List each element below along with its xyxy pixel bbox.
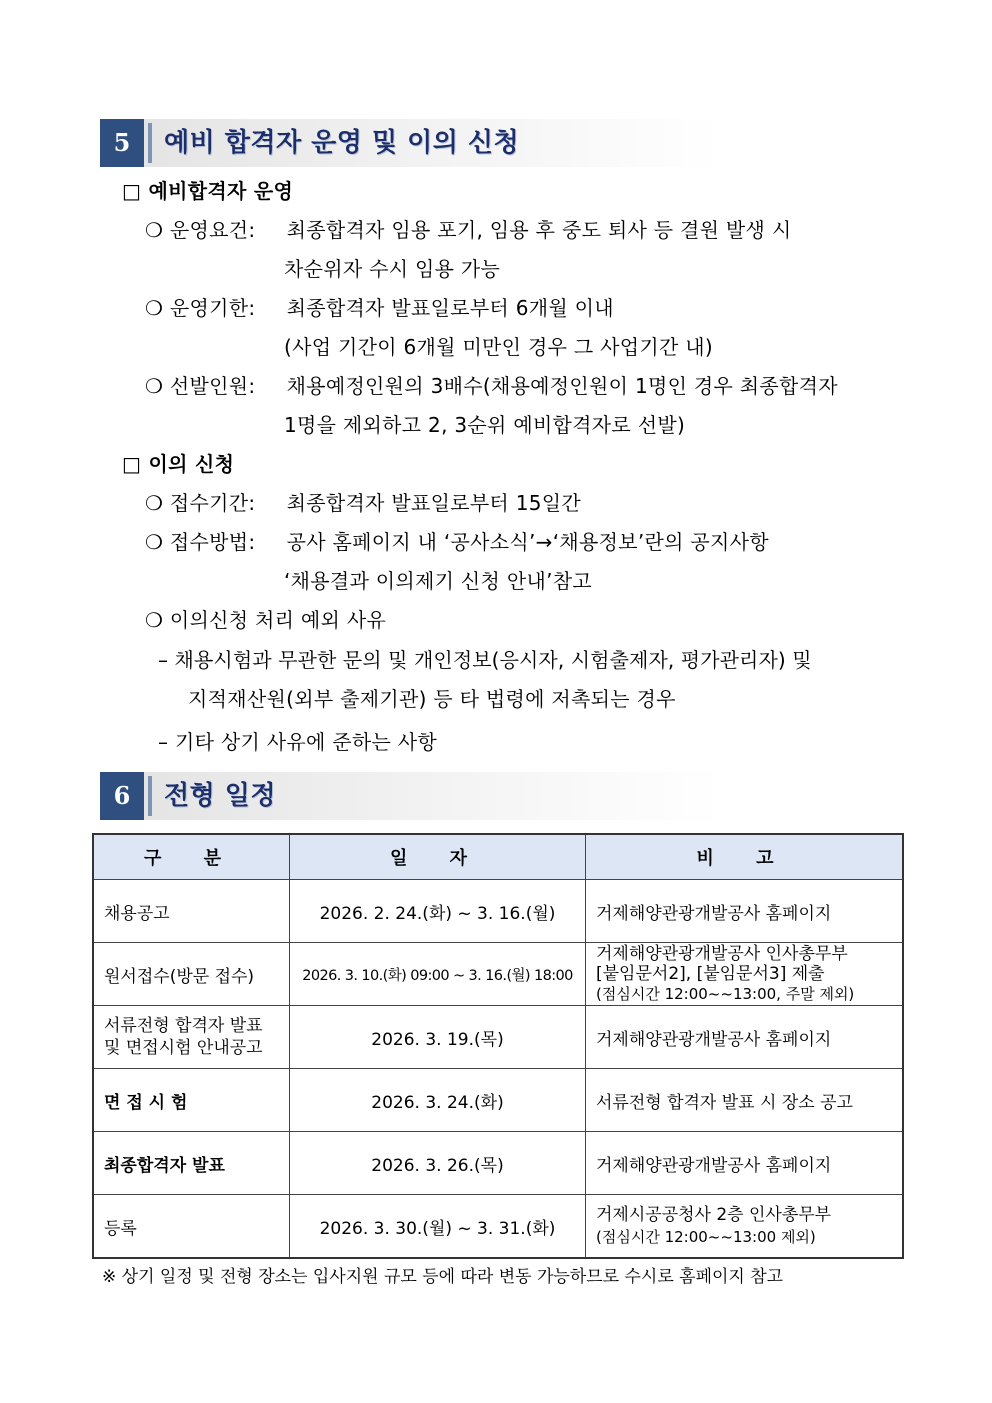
item-text: 최종합격자 발표일로부터 6개월 이내 — [286, 296, 614, 320]
table-row — [93, 880, 903, 943]
item-period — [145, 295, 614, 321]
item-reception-method — [145, 529, 769, 555]
item-label: 접수방법: — [169, 530, 256, 554]
bullet-icon: ❍ — [145, 218, 164, 242]
table-row — [93, 1006, 903, 1069]
dash-item-2: – 기타 상기 사유에 준하는 사항 — [158, 730, 438, 754]
cell-step: 최종합격자 발표 — [93, 1132, 290, 1195]
exception-title: ❍ 이의신청 처리 예외 사유 — [145, 608, 387, 632]
item-requirement — [145, 217, 791, 243]
table-row — [93, 943, 903, 1006]
cell-note — [586, 943, 904, 1006]
item-text: 채용예정인원의 3배수(채용예정인원이 1명인 경우 최종합격자 — [286, 374, 838, 398]
subhead-objection: □ 이의 신청 — [122, 452, 235, 476]
note-line: (점심시간 12:00~~13:00 제외) — [596, 1228, 816, 1246]
cell-note: 거제해양관광개발공사 홈페이지 — [586, 880, 904, 943]
cell-date: 2026. 3. 26.(목) — [290, 1132, 586, 1195]
item-continuation: 1명을 제외하고 2, 3순위 예비합격자로 선발) — [284, 413, 686, 437]
header-date: 일 자 — [290, 834, 586, 880]
dash-item-1: – 채용시험과 무관한 문의 및 개인정보(응시자, 시험출제자, 평가관리자) 및 — [158, 648, 812, 672]
bullet-icon: ❍ — [145, 374, 164, 398]
schedule-table — [92, 833, 904, 1259]
dash-item-1-cont: 지적재산원(외부 출제기관) 등 타 법령에 저촉되는 경우 — [188, 687, 676, 711]
cell-date: 2026. 3. 19.(목) — [290, 1006, 586, 1069]
item-text: 최종합격자 발표일로부터 15일간 — [286, 491, 582, 515]
table-header-row — [93, 834, 903, 880]
step-line: 서류전형 합격자 발표 — [104, 1016, 263, 1036]
cell-note — [586, 1195, 904, 1259]
item-text: 최종합격자 임용 포기, 임용 후 중도 퇴사 등 결원 발생 시 — [286, 218, 792, 242]
bullet-icon: ❍ — [145, 296, 164, 320]
item-label: 선발인원: — [169, 374, 256, 398]
note-line: (점심시간 12:00~~13:00, 주말 제외) — [596, 985, 855, 1003]
note-line: [붙임문서2], [붙임문서3] 제출 — [596, 964, 825, 984]
section5-number: 5 — [100, 119, 144, 167]
item-continuation: ‘채용결과 이의제기 신청 안내’참고 — [284, 569, 592, 593]
table-row — [93, 1132, 903, 1195]
bullet-icon: ❍ — [145, 491, 164, 515]
cell-step — [93, 1006, 290, 1069]
cell-date: 2026. 2. 24.(화) ~ 3. 16.(월) — [290, 880, 586, 943]
cell-step: 면 접 시 험 — [93, 1069, 290, 1132]
note-line: 거제시공공청사 2층 인사총무부 — [596, 1205, 832, 1225]
item-label: 운영기한: — [169, 296, 256, 320]
note-line: 거제해양관광개발공사 인사총무부 — [596, 944, 848, 964]
section5-header — [100, 119, 720, 167]
bullet-icon: ❍ — [145, 530, 164, 554]
section6-divider — [148, 776, 152, 816]
cell-step: 채용공고 — [93, 880, 290, 943]
section6-title: 전형 일정 — [164, 781, 277, 811]
footnote: ※ 상기 일정 및 전형 장소는 입사지원 규모 등에 따라 변동 가능하므로 수시로 홈페이지 참고 — [102, 1267, 784, 1287]
header-step: 구 분 — [93, 834, 290, 880]
header-note: 비 고 — [586, 834, 904, 880]
cell-date: 2026. 3. 24.(화) — [290, 1069, 586, 1132]
item-headcount — [145, 373, 838, 399]
item-reception-period — [145, 490, 581, 516]
cell-step: 등록 — [93, 1195, 290, 1259]
table-row — [93, 1195, 903, 1259]
item-continuation: (사업 기간이 6개월 미만인 경우 그 사업기간 내) — [284, 335, 713, 359]
cell-note: 거제해양관광개발공사 홈페이지 — [586, 1132, 904, 1195]
item-text: 공사 홈페이지 내 ‘공사소식’→‘채용정보’란의 공지사항 — [286, 530, 769, 554]
section5-title: 예비 합격자 운영 및 이의 신청 — [164, 128, 520, 158]
cell-note: 서류전형 합격자 발표 시 장소 공고 — [586, 1069, 904, 1132]
cell-note: 거제해양관광개발공사 홈페이지 — [586, 1006, 904, 1069]
step-line: 및 면접시험 안내공고 — [104, 1038, 263, 1058]
item-label: 접수기간: — [169, 491, 256, 515]
section5-divider — [148, 123, 152, 163]
cell-date: 2026. 3. 30.(월) ~ 3. 31.(화) — [290, 1195, 586, 1259]
item-continuation: 차순위자 수시 임용 가능 — [284, 257, 501, 281]
cell-date: 2026. 3. 10.(화) 09:00 ~ 3. 16.(월) 18:00 — [290, 943, 586, 1006]
cell-step: 원서접수(방문 접수) — [93, 943, 290, 1006]
section6-number: 6 — [100, 772, 144, 820]
item-label: 운영요건: — [169, 218, 256, 242]
table-row — [93, 1069, 903, 1132]
subhead-reserve: □ 예비합격자 운영 — [122, 179, 294, 203]
section6-header — [100, 772, 720, 820]
